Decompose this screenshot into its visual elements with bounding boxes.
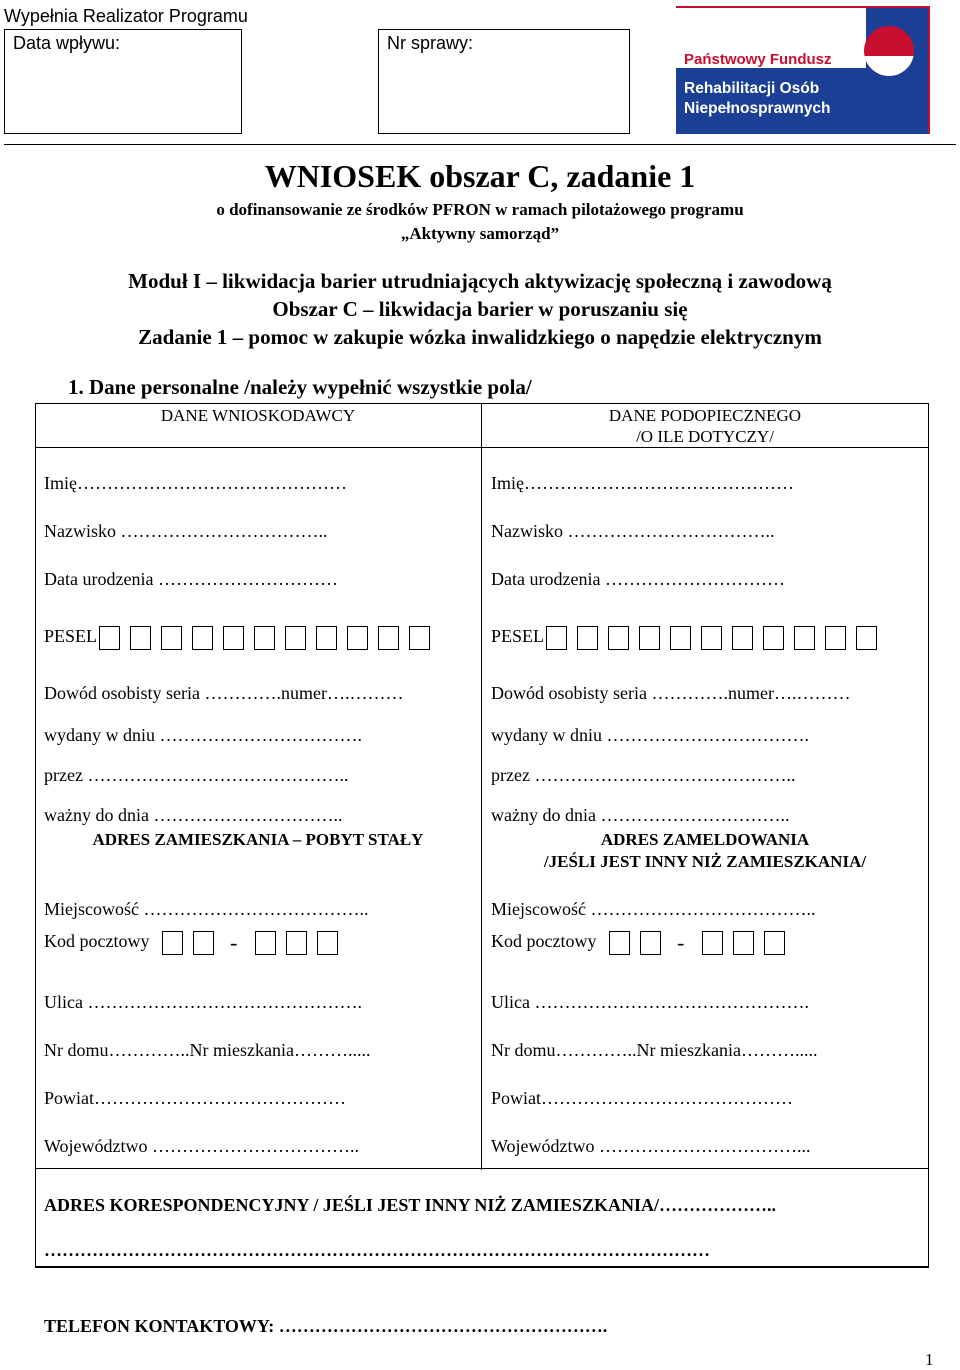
dependent-voivodeship-field[interactable]: Województwo ……………………………...: [491, 1136, 811, 1156]
header-divider: [4, 144, 956, 145]
dependent-county-field[interactable]: Powiat……………………………………: [491, 1088, 794, 1108]
dependent-valid-until-field[interactable]: ważny do dnia …………………………..: [491, 805, 790, 825]
logo-text-line3: Niepełnosprawnych: [684, 100, 831, 117]
dependent-header-line2: /O ILE DOTYCZY/: [636, 427, 774, 446]
applicant-id-card-field[interactable]: Dowód osobisty seria ………….numer….………: [44, 683, 404, 703]
dependent-header-line1: DANE PODOPIECZNEGO: [608, 406, 802, 425]
pesel-boxes[interactable]: [546, 626, 877, 650]
registration-address-header-line1: ADRES ZAMELDOWANIA: [600, 830, 810, 849]
dependent-city-field[interactable]: Miejscowość ………………………………..: [491, 899, 816, 919]
dependent-issued-by-field[interactable]: przez ……………………………………..: [491, 765, 796, 785]
dependent-id-card-field[interactable]: Dowód osobisty seria ………….numer….………: [491, 683, 851, 703]
document-title: WNIOSEK obszar C, zadanie 1: [264, 158, 696, 194]
applicant-city-field[interactable]: Miejscowość ………………………………..: [44, 899, 369, 919]
applicant-street-field[interactable]: Ulica ……………………………………….: [44, 992, 362, 1012]
section-heading: 1. Dane personalne /należy wypełnić wszystkie pola/: [68, 375, 532, 399]
applicant-pesel-field[interactable]: [44, 626, 430, 650]
registration-address-header: [482, 829, 928, 873]
registration-address-header-line2: /JEŚLI JEST INNY NIŻ ZAMIESZKANIA/: [543, 852, 867, 871]
case-number-label: Nr sprawy:: [387, 33, 474, 53]
address-row-divider: [35, 1168, 929, 1169]
logo-disc-icon: [864, 26, 914, 76]
document-subtitle: o dofinansowanie ze środków PFRON w ramach pilotażowego programu: [216, 200, 744, 219]
applicant-header: DANE WNIOSKODAWCY: [160, 406, 356, 425]
applicant-county-field[interactable]: Powiat……………………………………: [44, 1088, 347, 1108]
logo-text-line2: Rehabilitacji Osób: [684, 80, 820, 97]
correspondence-address-continuation[interactable]: …………………………………………………………………………………………………: [44, 1240, 710, 1260]
postal-dash: -: [676, 930, 685, 955]
dependent-postal-code-field[interactable]: [491, 930, 785, 956]
applicant-house-number-field[interactable]: Nr domu…………..Nr mieszkania……….....: [44, 1040, 371, 1060]
program-name: „Aktywny samorząd”: [400, 224, 560, 243]
date-received-label: Data wpływu:: [13, 33, 121, 53]
dependent-pesel-field[interactable]: [491, 626, 877, 650]
case-number-box[interactable]: [378, 29, 630, 134]
dependent-birth-date-field[interactable]: Data urodzenia …………………………: [491, 569, 785, 589]
correspondence-address-field[interactable]: ADRES KORESPONDENCYJNY / JEŚLI JEST INNY NIŻ ZAMIESZKANIA/………………..: [44, 1195, 776, 1215]
area-title: Obszar C – likwidacja barier w poruszaniu się: [272, 297, 688, 321]
phone-field[interactable]: TELEFON KONTAKTOWY: ……………………………………………….: [44, 1316, 608, 1336]
filler-label: Wypełnia Realizator Programu: [4, 6, 248, 26]
applicant-birth-date-field[interactable]: Data urodzenia …………………………: [44, 569, 338, 589]
postal-code-boxes-a[interactable]: [609, 931, 661, 955]
column-divider: [481, 403, 482, 1170]
dependent-header: [482, 405, 928, 447]
postal-code-label: Kod pocztowy: [44, 931, 150, 952]
header-row-divider: [35, 447, 929, 448]
applicant-first-name-field[interactable]: Imię………………………………………: [44, 473, 347, 493]
dependent-first-name-field[interactable]: Imię………………………………………: [491, 473, 794, 493]
applicant-issued-on-field[interactable]: wydany w dniu …………………………….: [44, 725, 362, 745]
dependent-house-number-field[interactable]: Nr domu…………..Nr mieszkania……….....: [491, 1040, 818, 1060]
pesel-label: PESEL: [491, 626, 545, 647]
postal-code-boxes-b[interactable]: [255, 931, 338, 955]
residence-address-header: ADRES ZAMIESZKANIA – POBYT STAŁY: [92, 830, 424, 849]
dependent-last-name-field[interactable]: Nazwisko ……………………………..: [491, 521, 775, 541]
page-number: 1: [925, 1350, 934, 1369]
applicant-last-name-field[interactable]: Nazwisko ……………………………..: [44, 521, 328, 541]
dependent-issued-on-field[interactable]: wydany w dniu …………………………….: [491, 725, 809, 745]
postal-dash: -: [229, 930, 238, 955]
pesel-boxes[interactable]: [99, 626, 430, 650]
postal-code-boxes-b[interactable]: [702, 931, 785, 955]
pesel-label: PESEL: [44, 626, 98, 647]
applicant-valid-until-field[interactable]: ważny do dnia …………………………..: [44, 805, 343, 825]
date-received-box[interactable]: [4, 29, 242, 134]
module-title: Moduł I – likwidacja barier utrudniających aktywizację społeczną i zawodową: [128, 269, 832, 293]
correspondence-row-divider: [35, 1266, 929, 1267]
task-title: Zadanie 1 – pomoc w zakupie wózka inwalidzkiego o napędzie elektrycznym: [138, 325, 822, 349]
logo-text-line1: Państwowy Fundusz: [684, 51, 832, 68]
applicant-postal-code-field[interactable]: [44, 930, 338, 956]
pfron-logo: [676, 6, 930, 134]
postal-code-label: Kod pocztowy: [491, 931, 597, 952]
applicant-issued-by-field[interactable]: przez ……………………………………..: [44, 765, 349, 785]
postal-code-boxes-a[interactable]: [162, 931, 214, 955]
dependent-street-field[interactable]: Ulica ……………………………………….: [491, 992, 809, 1012]
applicant-voivodeship-field[interactable]: Województwo ……………………………..: [44, 1136, 360, 1156]
